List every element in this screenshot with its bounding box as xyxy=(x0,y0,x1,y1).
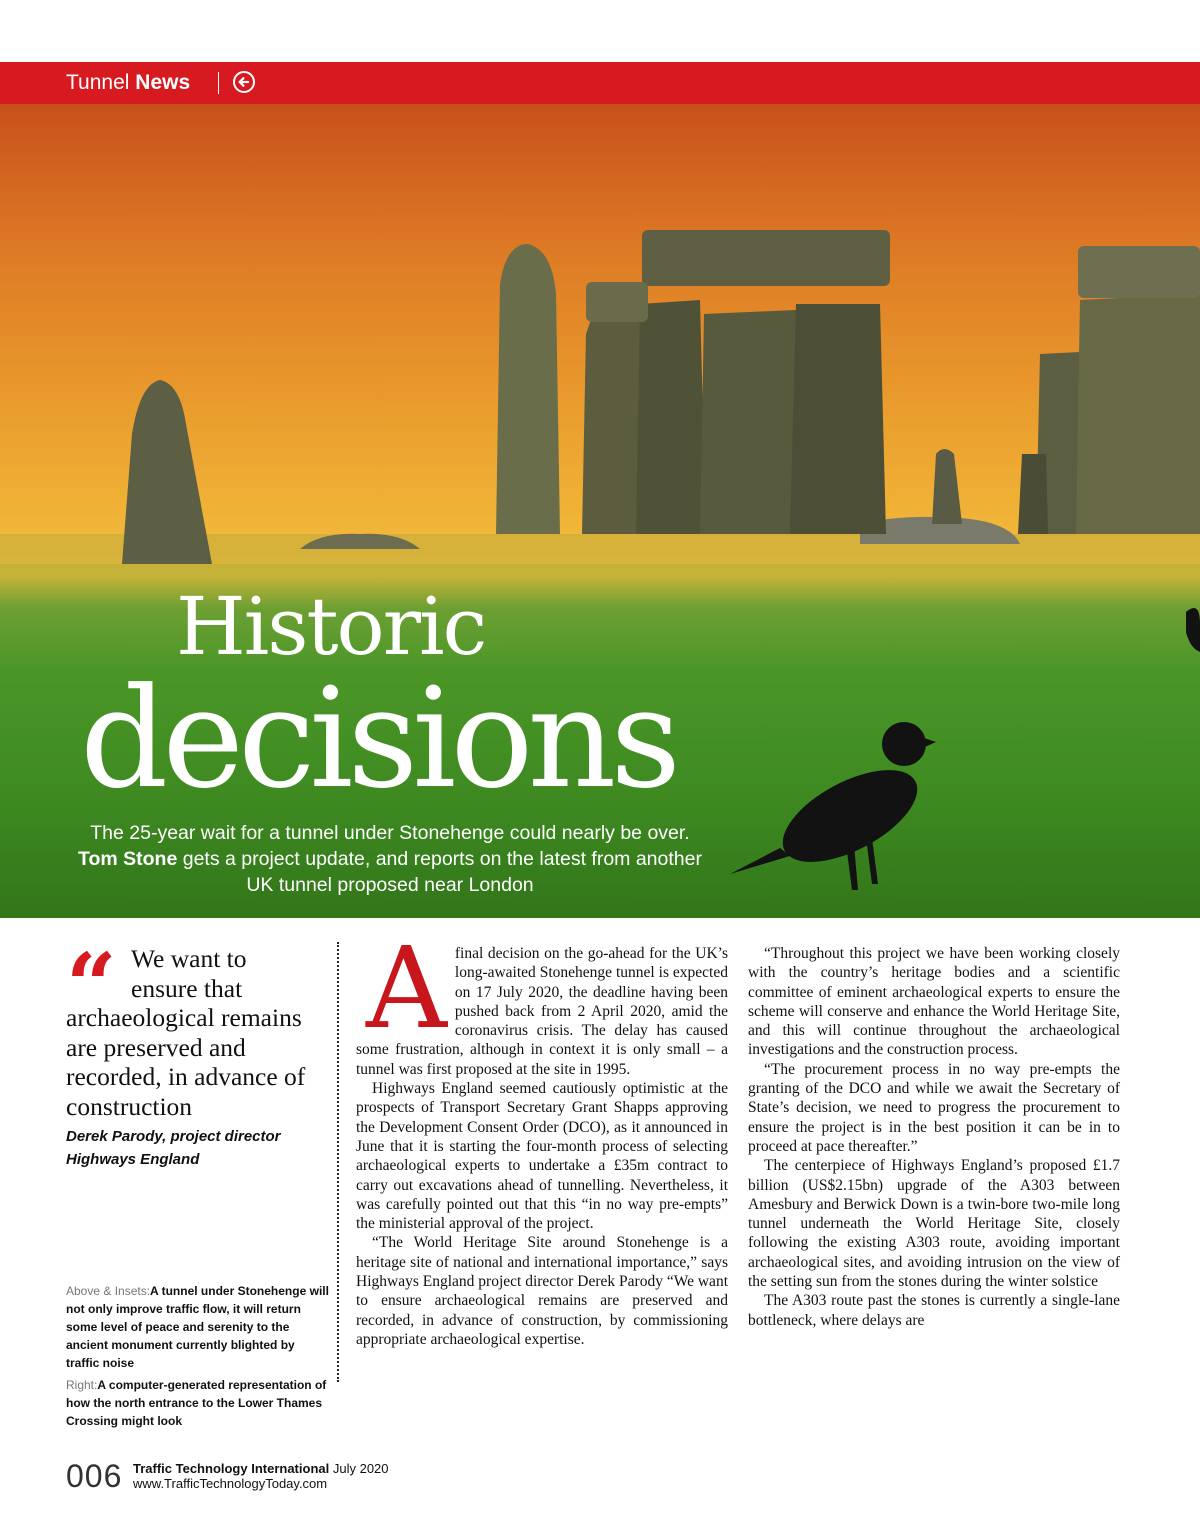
website-link[interactable]: www.TrafficTechnologyToday.com xyxy=(133,1476,328,1491)
article-paragraph xyxy=(356,924,728,1079)
header-divider xyxy=(218,72,219,94)
quote-mark-icon: “ xyxy=(66,933,117,1037)
section-header-bar xyxy=(0,62,1200,104)
caption-text: A tunnel under Stonehenge will not only improve traffic flow, it will return some level of peace and serenity to the ancient monument currently blighted by traffic noise xyxy=(66,1284,329,1370)
page-number: 006 xyxy=(66,1458,123,1494)
section-label-bold: News xyxy=(135,71,191,94)
issue-date: July 2020 xyxy=(332,1461,389,1476)
caption-right xyxy=(66,1376,331,1430)
standfirst xyxy=(70,820,710,898)
pull-quote-rest: archaeological remains are preserved and recorded, in advance of construction xyxy=(66,1003,306,1121)
standfirst-author[interactable]: Tom Stone xyxy=(78,848,178,870)
standfirst-intro: The 25-year wait for a tunnel under Stonehenge could nearly be over. xyxy=(90,822,690,844)
pull-quote-line-a: We want to xyxy=(131,944,247,973)
article-paragraph: “The procurement process in no way pre-empts the granting of the DCO and while we await the Secretary of State’s decision, we need to progress the procurement to ensure the project is in the best position it can be in to proceed at pace thereafter.” xyxy=(748,1060,1120,1155)
attribution-line2: Highways England xyxy=(66,1151,200,1168)
section-label xyxy=(66,70,190,96)
article-paragraph: Highways England seemed cautiously optimistic at the prospects of Transport Secretary Grant Shapps approving the Development Consent Order (DCO), as it announced in June that it is starting the four-month process of selecting archaeological experts to undertake a £35m contract to carry out excavations ahead of tunnelling. Nevertheless, it was carefully pointed out that this “in no way pre-empts” the ministerial approval of the project. xyxy=(356,1080,728,1233)
publication-name: Traffic Technology International xyxy=(133,1461,330,1476)
hero-photo xyxy=(0,104,1200,918)
section-label-light: Tunnel xyxy=(66,71,130,94)
paragraph-text: final decision on the go-ahead for the UK’s long-awaited Stonehenge tunnel is expected on 17 July 2020, the deadline having been pushed back from 2 April 2020, amid the coronavirus crisis. The delay has caused some frustration, although in context it is only small – a tunnel was first proposed at the site in 1995. xyxy=(356,945,728,1078)
article-column-1 xyxy=(356,924,728,1349)
headline-line2: decisions xyxy=(80,658,676,819)
article-paragraph: “Throughout this project we have been working closely with the country’s heritage bodies and a scientific committee of eminent archaeological experts to ensure the scheme will conserve and enhance the World Heritage Site, and this will continue throughout the archaeological investigations and the construction process. xyxy=(748,945,1120,1059)
column-divider xyxy=(337,942,339,1382)
back-arrow-icon[interactable] xyxy=(233,71,255,93)
headline-line1: Historic xyxy=(176,580,486,673)
pull-quote xyxy=(66,933,316,1171)
standfirst-rest: gets a project update, and reports on the latest from another UK tunnel proposed near London xyxy=(182,848,702,896)
drop-cap: A xyxy=(366,924,447,1054)
image-captions xyxy=(66,1282,331,1434)
pull-quote-line-b: ensure that xyxy=(131,973,243,1003)
pull-quote-attribution xyxy=(66,1125,316,1171)
article-column-2 xyxy=(748,944,1120,1330)
hero-title-block xyxy=(0,104,1200,918)
caption-label: Right: xyxy=(66,1378,98,1392)
attribution-line1: Derek Parody, project director xyxy=(66,1128,281,1145)
article-paragraph: The centerpiece of Highways England’s proposed £1.7 billion (US$2.15bn) upgrade of the A303 between Amesbury and Berwick Down is a twin-bore two-mile long tunnel underneath the World Heritage Site, closely following the existing A303 route, avoiding important archaeological sites, and avoiding intrusion on the view of the setting sun from the stones during the winter solstice xyxy=(748,1157,1120,1291)
caption-above xyxy=(66,1282,331,1372)
article-paragraph: “The World Heritage Site around Stonehenge is a heritage site of national and international importance,” says Highways England project director Derek Parody “We want to ensure archaeological remains are preserved and recorded, in advance of construction, by commissioning appropriate archaeological expertise. xyxy=(356,1234,728,1348)
caption-text: A computer-generated representation of how the north entrance to the Lower Thames Crossing might look xyxy=(66,1378,327,1428)
publication-info xyxy=(133,1461,389,1491)
article-paragraph: The A303 route past the stones is currently a single-lane bottleneck, where delays are xyxy=(748,1292,1120,1329)
caption-label: Above & Insets: xyxy=(66,1284,151,1298)
